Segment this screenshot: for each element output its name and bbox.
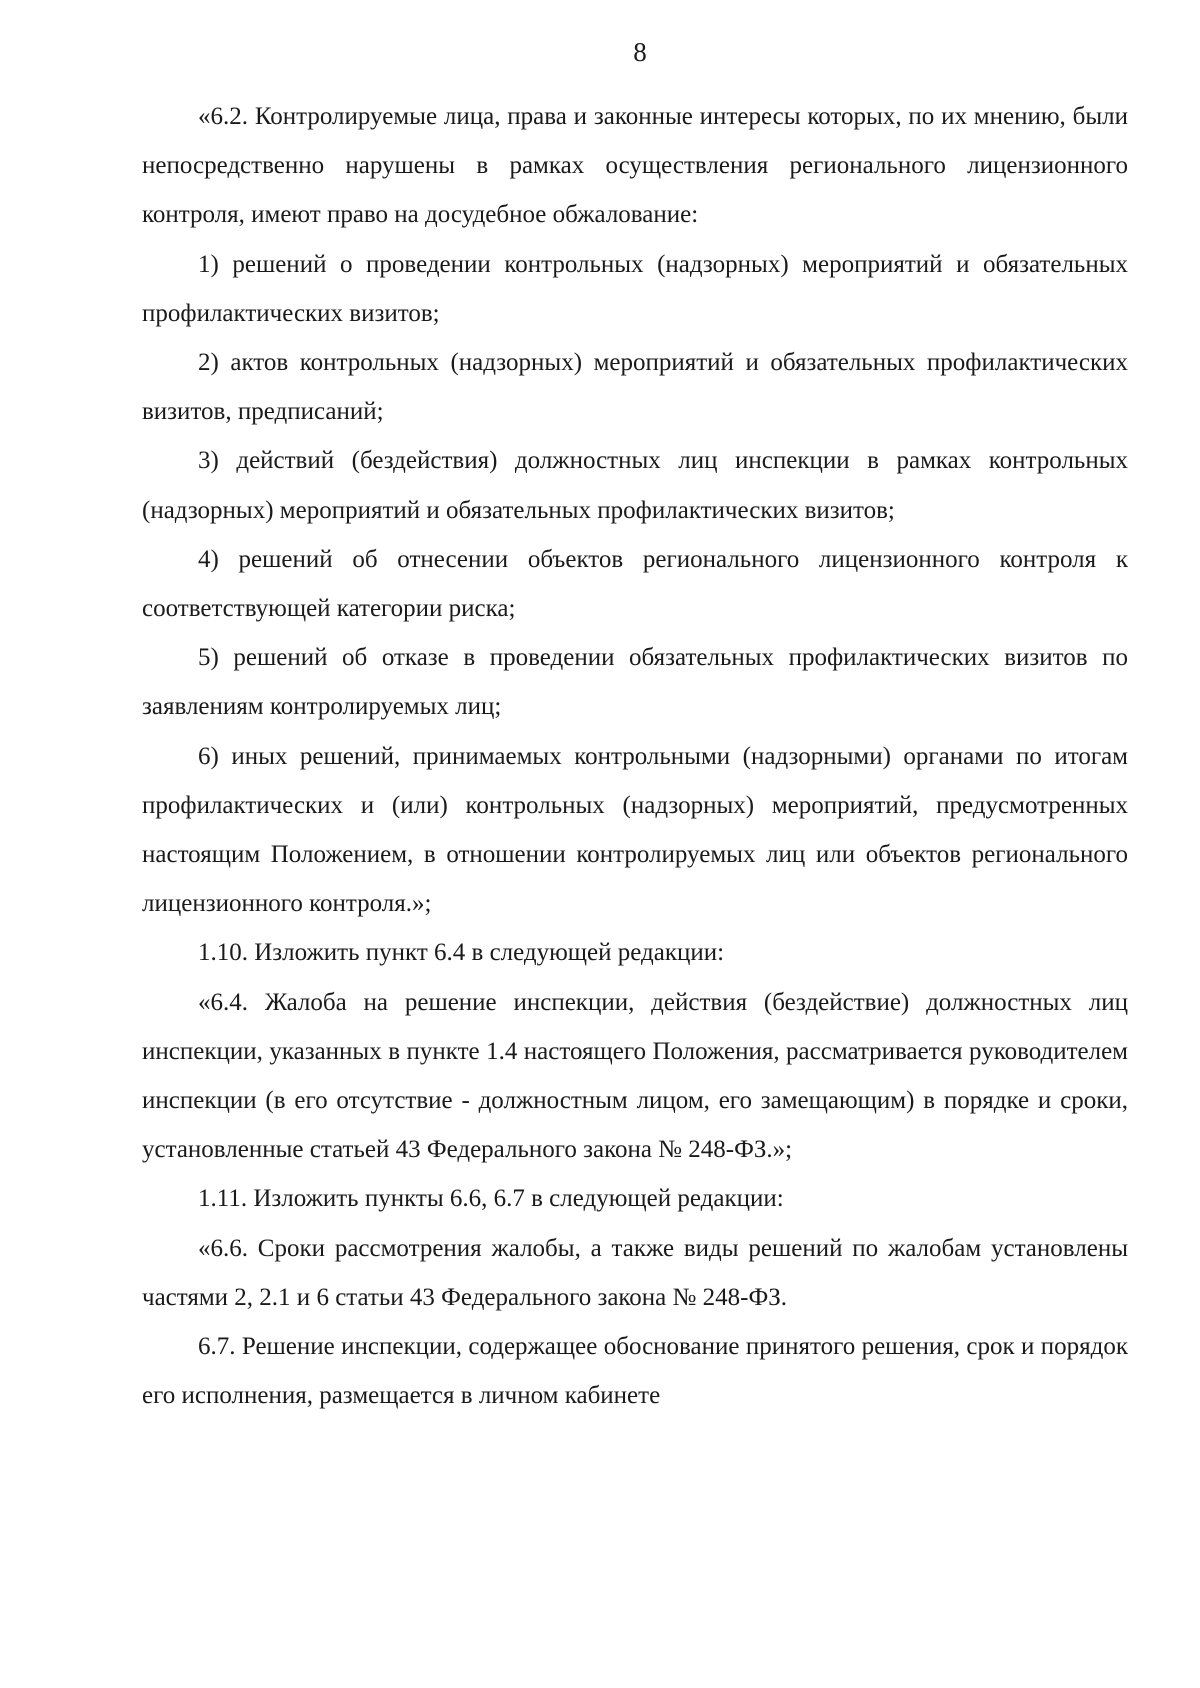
paragraph-6-2-intro: «6.2. Контролируемые лица, права и законные интересы которых, по их мнению, были непосредственно нарушены в рамках осуществления регионального лицензионного контроля, имеют право на досудебное обжалование: — [142, 103, 1128, 229]
paragraph-6-6: «6.6. Сроки рассмотрения жалобы, а также виды решений по жалобам установлены частями 2, 2.1 и 6 статьи 43 Федерального закона № 248-ФЗ. — [142, 1234, 1128, 1311]
list-item-4: 4) решений об отнесении объектов регионального лицензионного контроля к соответствующей категории риска; — [142, 545, 1128, 623]
page-number: 8 — [633, 37, 647, 67]
list-item-6: 6) иных решений, принимаемых контрольными (надзорными) органами по итогам профилактических и (или) контрольных (надзорных) мероприятий, предусмотренных настоящим Положением, в отношении контролируемых лиц или объектов регионального лицензионного контроля.»; — [142, 742, 1128, 918]
list-item-5: 5) решений об отказе в проведении обязательных профилактических визитов по заявлениям контролируемых лиц; — [142, 644, 1128, 721]
paragraph-6-4: «6.4. Жалоба на решение инспекции, действия (бездействие) должностных лиц инспекции, указанных в пункте 1.4 настоящего Положения, рассматривается руководителем инспекции (в его отсутствие - должностным лицом, его замещающим) в порядке и сроки, установленные статьей 43 Федерального закона № 248-ФЗ.»; — [142, 988, 1128, 1164]
paragraph-6-7: 6.7. Решение инспекции, содержащее обоснование принятого решения, срок и порядок его исполнения, размещается в личном кабинете — [142, 1333, 1128, 1410]
document-body — [142, 92, 1128, 1420]
list-item-2: 2) актов контрольных (надзорных) мероприятий и обязательных профилактических визитов, предписаний; — [142, 349, 1128, 426]
list-item-1: 1) решений о проведении контрольных (надзорных) мероприятий и обязательных профилактических визитов; — [142, 250, 1128, 327]
paragraph-1-11: 1.11. Изложить пункты 6.6, 6.7 в следующей редакции: — [198, 1185, 784, 1213]
list-item-3: 3) действий (бездействия) должностных лиц инспекции в рамках контрольных (надзорных) мероприятий и обязательных профилактических визитов; — [142, 447, 1128, 524]
paragraph-1-10: 1.10. Изложить пункт 6.4 в следующей редакции: — [198, 939, 725, 967]
